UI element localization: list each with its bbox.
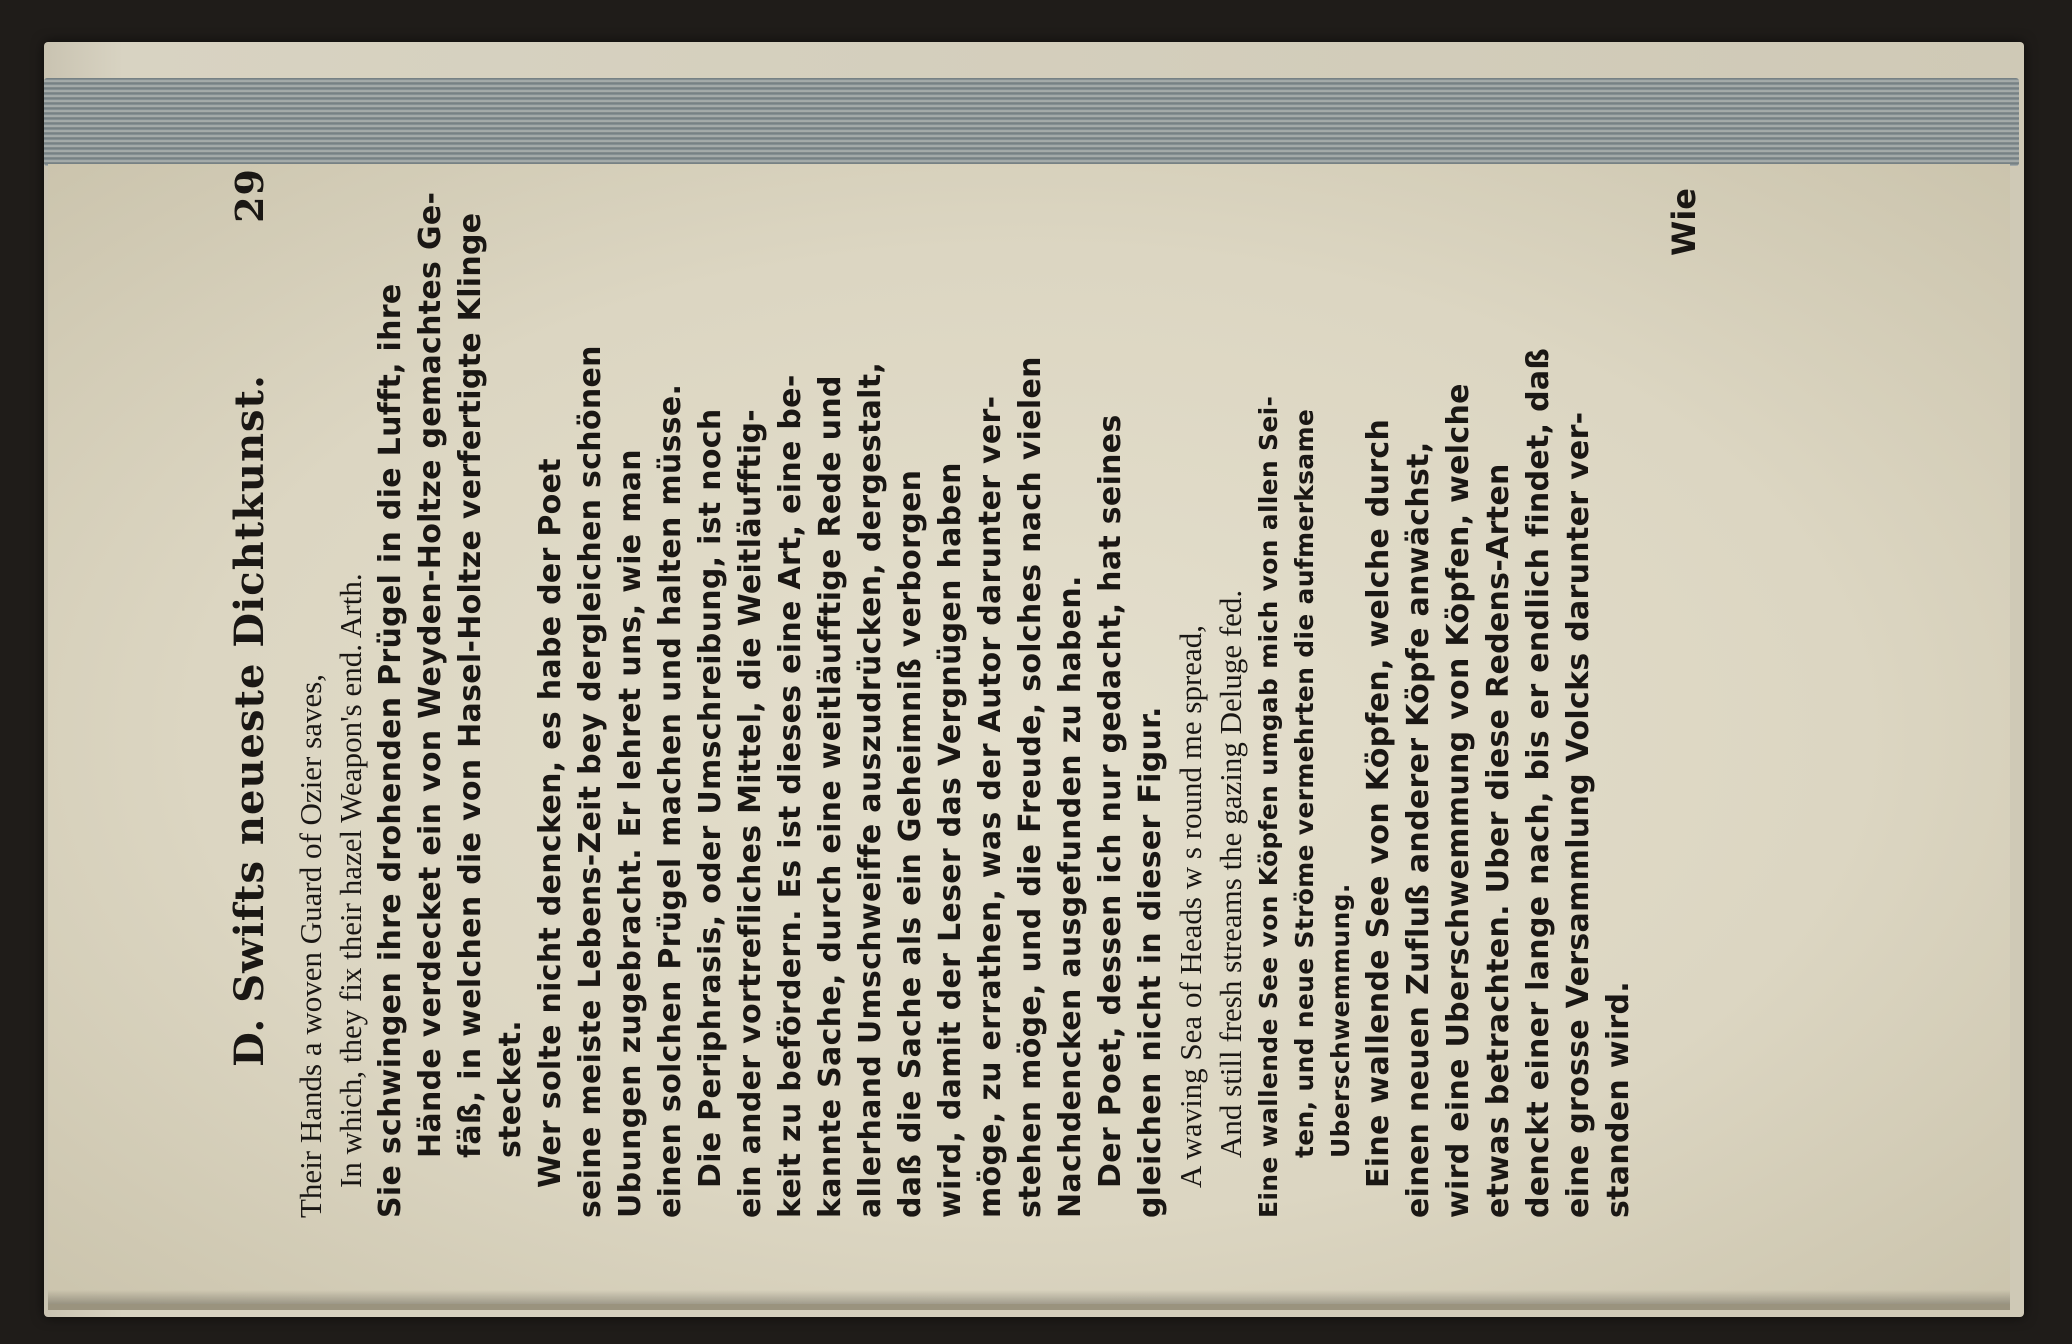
text-line: kannte Sache, durch eine weitläufftige Rede und (813, 375, 848, 1218)
text-line: eine grosse Versammlung Volcks darunter ver- (1561, 411, 1596, 1218)
text-line: ten, und neue Ströme vermehrten die aufmerksame (1290, 408, 1319, 1158)
text-line: möge, zu errathen, was der Autor darunter ver- (973, 395, 1008, 1218)
text-line: Eine wallende See von Köpfen, welche durch (1361, 418, 1396, 1188)
text-line: wird, damit der Leser das Vergnügen haben (933, 462, 968, 1218)
text-line: gleichen nicht in dieser Figur. (1133, 706, 1168, 1218)
rotated-text-block (226, 128, 1846, 1248)
text-line: In which, they fix their hazel Weapon's end. Arth. (333, 573, 368, 1188)
text-line: stecket. (493, 1020, 528, 1158)
text-line: einen neuen Zufluß anderer Köpfe anwächst, (1401, 441, 1436, 1218)
text-line: seine meiste Lebens-Zeit bey dergleichen schönen (573, 345, 608, 1218)
text-line: Their Hands a woven Guard of Ozier saves, (293, 673, 328, 1218)
text-line: standen wird. (1601, 981, 1636, 1218)
text-line: And still fresh streams the gazing Deluge fed. (1213, 589, 1248, 1158)
running-title: D. Swifts neueste Dichtkunst. (226, 374, 273, 1067)
body-text (291, 168, 1639, 1218)
catchword: Wie (1665, 188, 1703, 256)
text-line: Uberschwemmung. (1326, 883, 1355, 1158)
text-line: A waving Sea of Heads w s round me spread, (1173, 624, 1208, 1188)
text-line: wird eine Uberschwemmung von Köpfen, welche (1441, 383, 1476, 1218)
text-line: denckt einer lange nach, bis er endlich findet, daß (1521, 347, 1556, 1218)
text-line: allerhand Umschweiffe auszudrücken, dergestalt, (853, 361, 888, 1218)
text-line: Die Periphrasis, oder Umschreibung, ist noch (693, 408, 728, 1188)
text-line: Ubungen zugebracht. Er lehret uns, wie man (613, 449, 648, 1218)
page-header (226, 168, 273, 1218)
text-line: einen solchen Prügel machen und halten müsse. (653, 383, 688, 1218)
text-line: Eine wallende See von Köpfen umgab mich von allen Sei- (1254, 395, 1283, 1218)
text-line: etwas betrachten. Uber diese Redens-Arten (1481, 463, 1516, 1218)
text-line: Hände verdecket ein von Weyden-Holtze gemachtes Ge- (413, 191, 448, 1158)
text-line: stehen möge, und die Freude, solches nach vielen (1013, 356, 1048, 1218)
text-line: ein ander vortrefliches Mittel, die Weitläufftig- (733, 408, 768, 1218)
page-number: 29 (227, 168, 272, 223)
gutter-shadow (48, 1290, 2010, 1304)
text-line: Der Poet, dessen ich nur gedacht, hat seines (1093, 414, 1128, 1188)
text-line: daß die Sache als ein Geheimniß verborgen (893, 469, 928, 1218)
text-line: keit zu befördern. Es ist dieses eine Art, eine be- (773, 374, 808, 1218)
text-line: Sie schwingen ihre drohenden Prügel in die Lufft, ihre (373, 283, 408, 1218)
text-line: Nachdencken ausgefunden zu haben. (1053, 575, 1088, 1218)
text-line: fäß, in welchen die von Hasel-Holtze verfertigte Klinge (453, 212, 488, 1158)
text-line: Wer solte nicht dencken, es habe der Poet (533, 458, 568, 1188)
